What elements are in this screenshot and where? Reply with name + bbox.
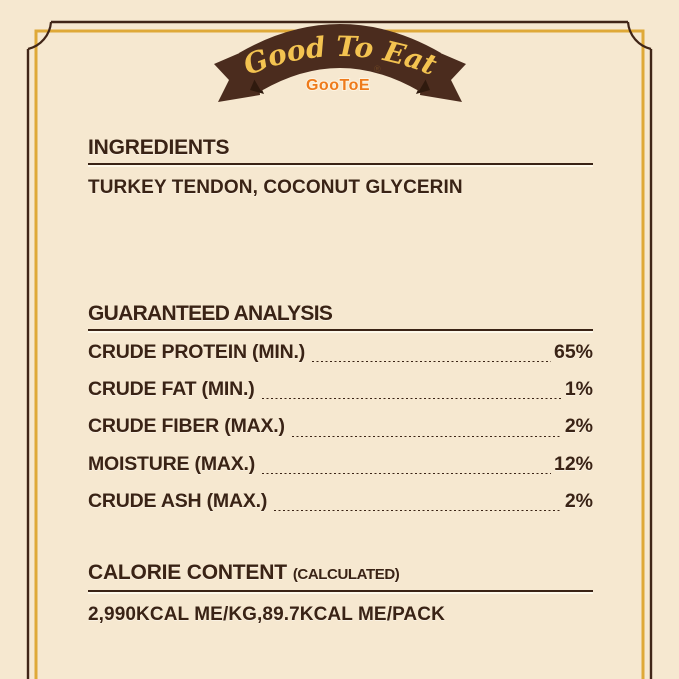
banner-title-text [238,30,440,82]
analysis-label: CRUDE FIBER (MAX.) [88,415,285,438]
table-row [88,483,593,520]
calorie-content-text: 2,990KCAL ME/KG,89.7KCAL ME/PACK [88,604,445,625]
analysis-value: 12% [553,452,593,475]
analysis-label: MOISTURE (MAX.) [88,452,256,475]
frame-corner-arc-right [628,22,651,49]
guaranteed-analysis-divider [88,329,593,331]
table-row [88,446,593,483]
calorie-content-divider [88,590,593,592]
guaranteed-analysis-section [88,302,593,520]
ingredients-text: TURKEY TENDON, COCONUT GLYCERIN [88,177,463,198]
guaranteed-analysis-table [88,334,593,520]
calorie-content-heading: CALORIE CONTENT [88,561,287,584]
table-row [88,371,593,408]
calorie-content-section [88,561,593,626]
dotted-leader [274,510,562,511]
analysis-value: 1% [564,378,593,401]
calorie-content-heading-line [88,561,593,587]
brand-banner [208,6,472,110]
ribbon-graphic [208,6,472,110]
analysis-value: 2% [564,415,593,438]
ingredients-heading: INGREDIENTS [88,136,230,159]
dotted-leader [262,398,562,399]
calorie-qualifier: (CALCULATED) [292,566,400,583]
analysis-label: CRUDE FAT (MIN.) [88,378,255,401]
frame-corner-arc-left [28,22,51,49]
table-row [88,334,593,371]
table-row [88,408,593,445]
banner-title: Good To Eat [238,29,441,82]
analysis-value: 2% [564,489,593,512]
guaranteed-analysis-heading: GUARANTEED ANALYSIS [88,302,333,325]
registered-trademark-icon: ® [373,64,381,74]
analysis-label: CRUDE ASH (MAX.) [88,489,268,512]
analysis-label: CRUDE PROTEIN (MIN.) [88,341,305,364]
analysis-value: 65% [553,341,593,364]
dotted-leader [262,473,551,474]
dotted-leader [312,361,551,362]
brand-wordmark: GooToE [305,77,370,94]
dotted-leader [292,436,562,437]
ingredients-section [88,136,593,199]
ingredients-divider [88,163,593,165]
